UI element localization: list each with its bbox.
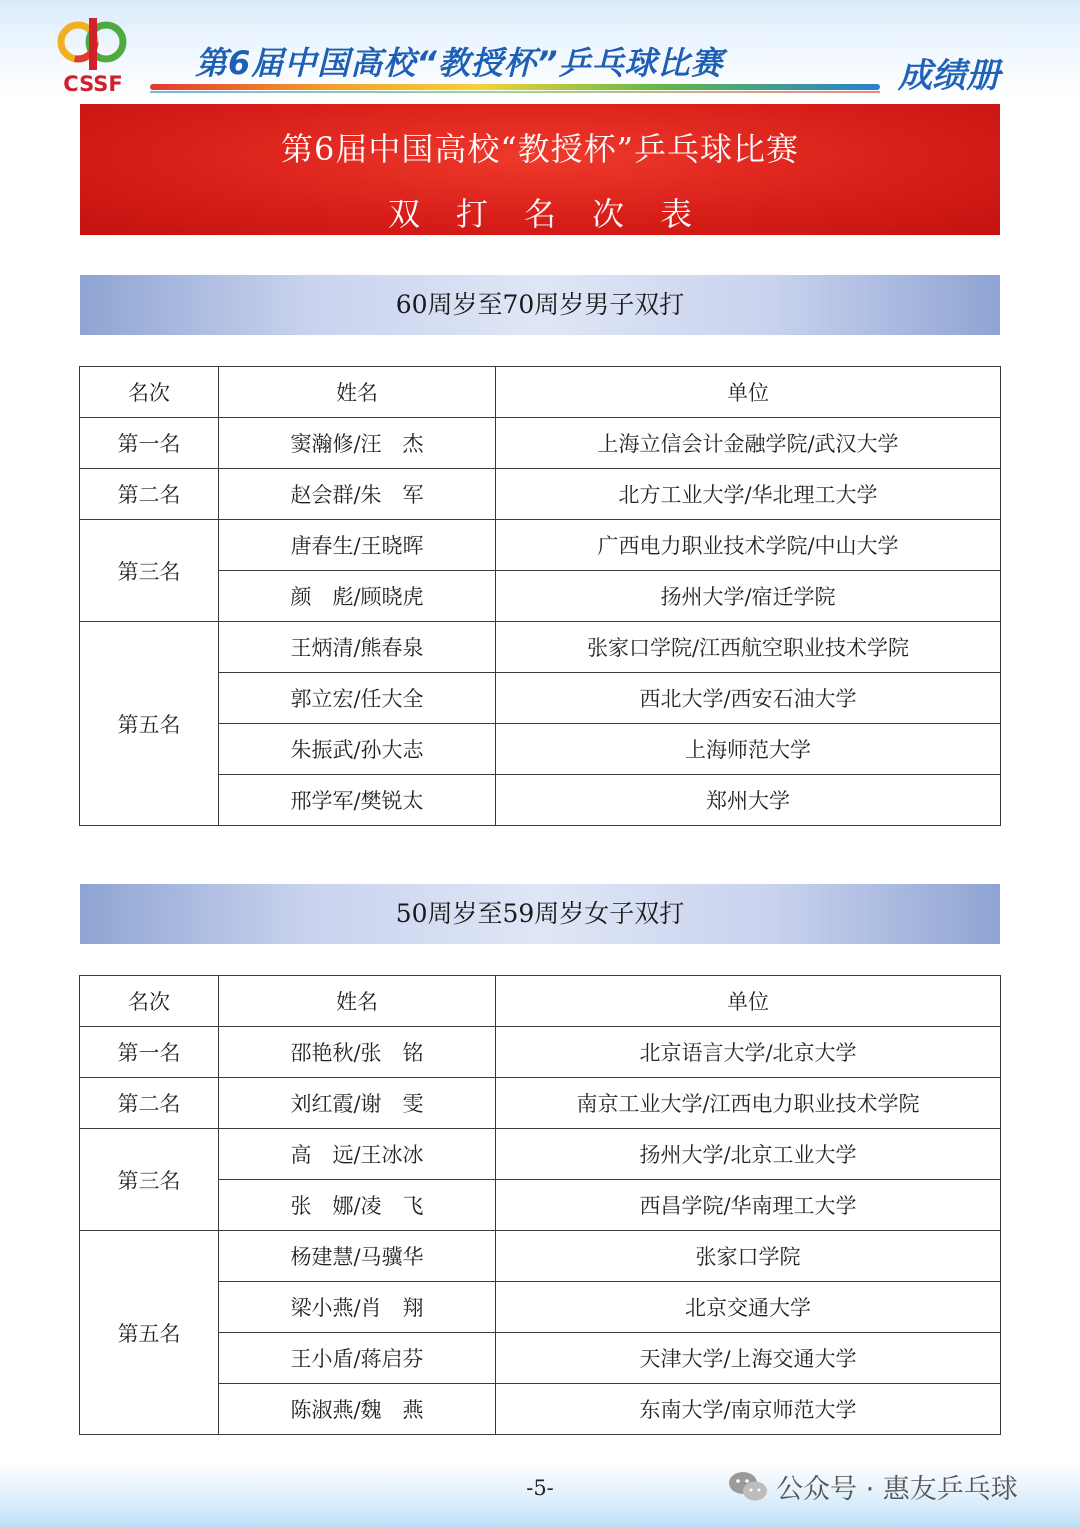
unit-cell: 广西电力职业技术学院/中山大学 — [496, 520, 1001, 571]
table-row — [80, 469, 1001, 520]
header-rank: 名次 — [80, 976, 219, 1027]
names-cell: 刘红霞/谢 雯 — [219, 1078, 496, 1129]
names-cell: 张 娜/凌 飞 — [219, 1180, 496, 1231]
page-number: -5- — [526, 1476, 554, 1500]
unit-cell: 扬州大学/宿迁学院 — [496, 571, 1001, 622]
unit-cell: 南京工业大学/江西电力职业技术学院 — [496, 1078, 1001, 1129]
unit-cell: 张家口学院 — [496, 1231, 1001, 1282]
rank-cell: 第三名 — [80, 1129, 219, 1231]
table-row — [80, 775, 1001, 826]
results-table-men-60-70 — [79, 366, 1001, 826]
names-cell: 颜 彪/顾晓虎 — [219, 571, 496, 622]
names-cell: 杨建慧/马骥华 — [219, 1231, 496, 1282]
table-row — [80, 571, 1001, 622]
unit-cell: 天津大学/上海交通大学 — [496, 1333, 1001, 1384]
section-title-men-60-70: 60周岁至70周岁男子双打 — [80, 275, 1000, 335]
table-row — [80, 1333, 1001, 1384]
names-cell: 赵会群/朱 军 — [219, 469, 496, 520]
table-row — [80, 1282, 1001, 1333]
table-row — [80, 1129, 1001, 1180]
header-rank: 名次 — [80, 367, 219, 418]
rank-cell: 第三名 — [80, 520, 219, 622]
table-row — [80, 673, 1001, 724]
title-block — [80, 104, 1000, 235]
unit-cell: 西北大学/西安石油大学 — [496, 673, 1001, 724]
rank-cell: 第二名 — [80, 1078, 219, 1129]
banner-title: 第6届中国高校“教授杯”乒乓球比赛 — [195, 44, 724, 82]
unit-cell: 上海师范大学 — [496, 724, 1001, 775]
header-unit: 单位 — [496, 976, 1001, 1027]
banner-divider-thin — [150, 91, 880, 93]
unit-cell: 扬州大学/北京工业大学 — [496, 1129, 1001, 1180]
cssf-logo — [56, 14, 130, 94]
banner-divider — [150, 84, 880, 90]
unit-cell: 西昌学院/华南理工大学 — [496, 1180, 1001, 1231]
rank-cell: 第一名 — [80, 418, 219, 469]
table-row — [80, 418, 1001, 469]
wechat-icon — [728, 1470, 768, 1504]
names-cell: 高 远/王冰冰 — [219, 1129, 496, 1180]
table-row — [80, 724, 1001, 775]
names-cell: 邢学军/樊锐太 — [219, 775, 496, 826]
names-cell: 邵艳秋/张 铭 — [219, 1027, 496, 1078]
unit-cell: 张家口学院/江西航空职业技术学院 — [496, 622, 1001, 673]
names-cell: 王小盾/蒋启芬 — [219, 1333, 496, 1384]
document-title: 第6届中国高校“教授杯”乒乓球比赛 — [280, 130, 800, 168]
table-row — [80, 1180, 1001, 1231]
results-table-women-50-59 — [79, 975, 1001, 1435]
unit-cell: 北京交通大学 — [496, 1282, 1001, 1333]
banner-tag: 成绩册 — [898, 56, 1000, 96]
names-cell: 陈淑燕/魏 燕 — [219, 1384, 496, 1435]
table-header-row — [80, 976, 1001, 1027]
table-row — [80, 1231, 1001, 1282]
names-cell: 窦瀚修/汪 杰 — [219, 418, 496, 469]
logo-text: CSSF — [63, 72, 123, 96]
section-title-women-50-59: 50周岁至59周岁女子双打 — [80, 884, 1000, 944]
header-names: 姓名 — [219, 976, 496, 1027]
rank-cell: 第五名 — [80, 1231, 219, 1435]
names-cell: 朱振武/孙大志 — [219, 724, 496, 775]
rank-cell: 第二名 — [80, 469, 219, 520]
document-subtitle: 双打名次表 — [387, 195, 728, 233]
names-cell: 郭立宏/任大全 — [219, 673, 496, 724]
table-header-row — [80, 367, 1001, 418]
table-row — [80, 1027, 1001, 1078]
logo-mark-icon — [56, 14, 130, 74]
header-names: 姓名 — [219, 367, 496, 418]
names-cell: 梁小燕/肖 翔 — [219, 1282, 496, 1333]
rank-cell: 第一名 — [80, 1027, 219, 1078]
names-cell: 唐春生/王晓晖 — [219, 520, 496, 571]
rank-cell: 第五名 — [80, 622, 219, 826]
table-row — [80, 520, 1001, 571]
table-row — [80, 1078, 1001, 1129]
unit-cell: 北京语言大学/北京大学 — [496, 1027, 1001, 1078]
unit-cell: 东南大学/南京师范大学 — [496, 1384, 1001, 1435]
watermark-text: 公众号 · 惠友乒乓球 — [776, 1474, 1018, 1505]
unit-cell: 郑州大学 — [496, 775, 1001, 826]
header-unit: 单位 — [496, 367, 1001, 418]
unit-cell: 北方工业大学/华北理工大学 — [496, 469, 1001, 520]
unit-cell: 上海立信会计金融学院/武汉大学 — [496, 418, 1001, 469]
wechat-watermark — [728, 1467, 1018, 1506]
table-row — [80, 1384, 1001, 1435]
names-cell: 王炳清/熊春泉 — [219, 622, 496, 673]
table-row — [80, 622, 1001, 673]
